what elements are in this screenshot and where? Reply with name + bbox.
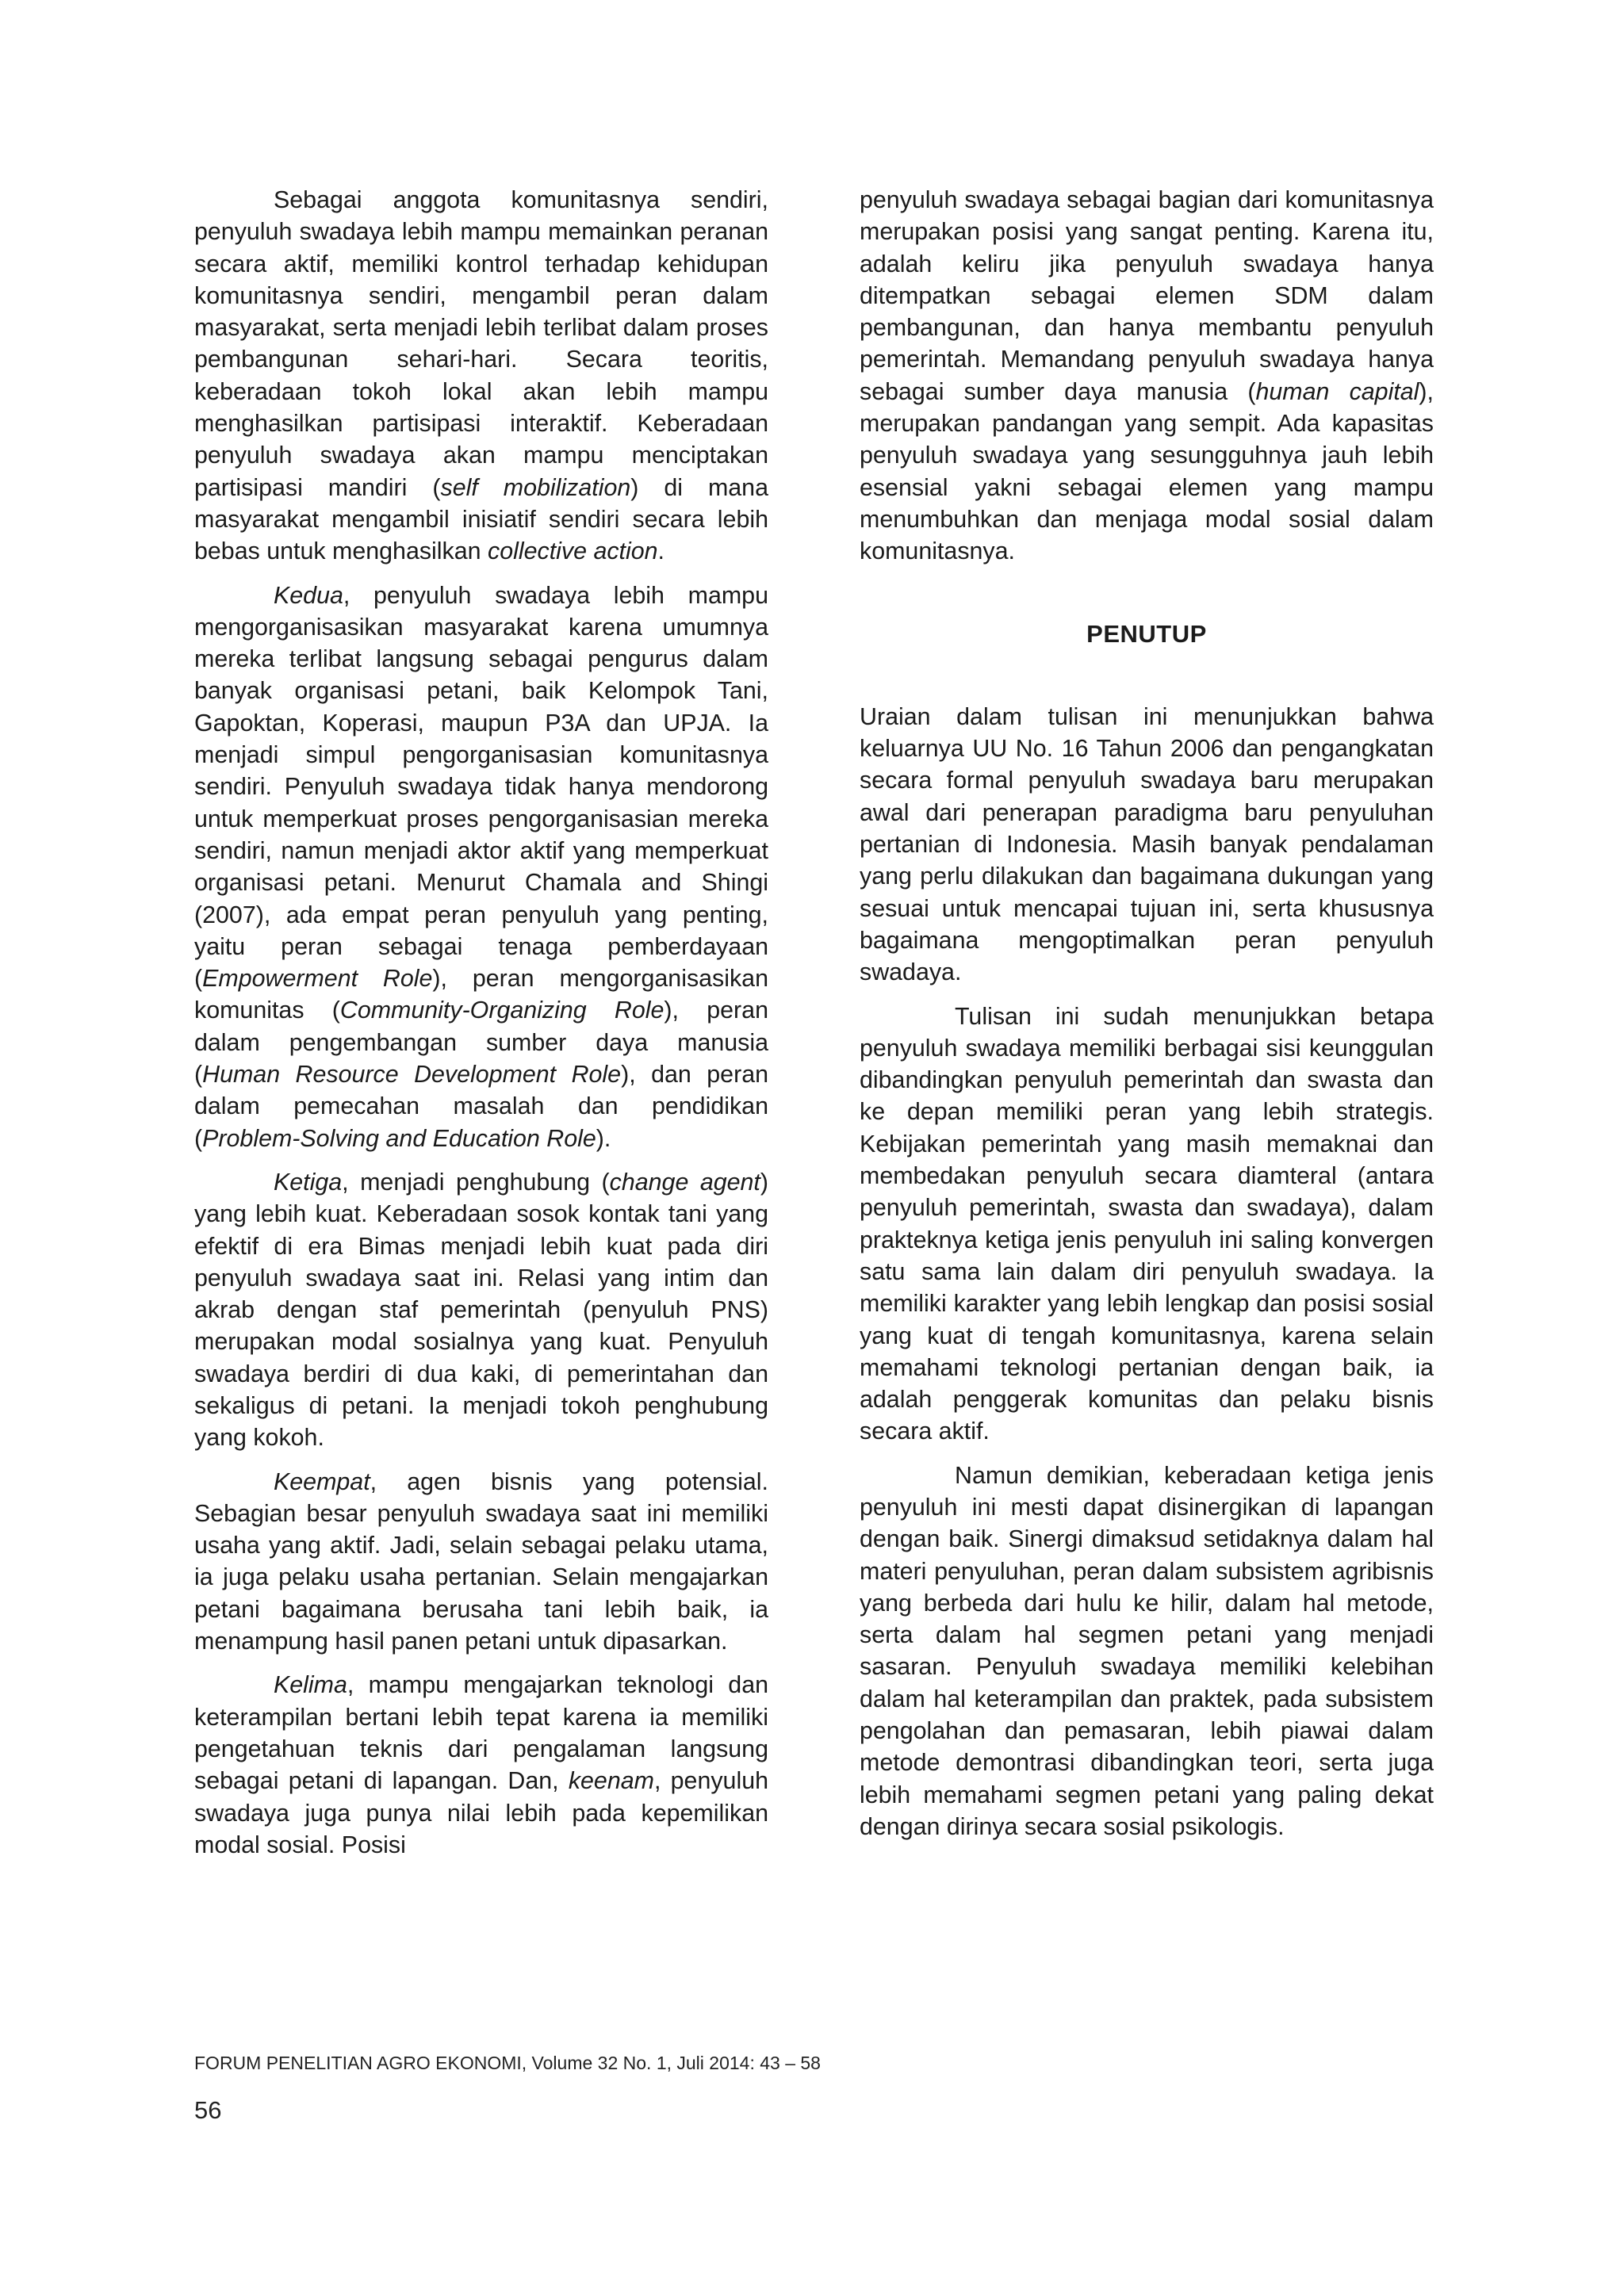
text-run: ). — [596, 1124, 611, 1152]
italic-term: change agent — [609, 1168, 760, 1196]
italic-term: Human Resource Development Role — [202, 1061, 622, 1089]
text-run: ), dan peran dalam pemecahan masalah dan pendidikan ( — [194, 1061, 768, 1152]
paragraph-community-member — [194, 184, 768, 568]
italic-term: Kedua — [274, 581, 343, 609]
left-column — [194, 184, 768, 1861]
text-run: , menjadi penghubung ( — [342, 1168, 610, 1196]
paragraph-penutup-2: Tulisan ini sudah menunjukkan betapa penyuluh swadaya memiliki berbagai sisi keunggulan dibandingkan penyuluh pemerintah dan swasta dan ke depan memiliki peran yang lebih strategis. Kebijakan pemerintah yang masih memaknai dan membedakan penyuluh secara diamteral (antara penyuluh pemerintah, swasta dan swadaya), dalam prakteknya ketiga jenis penyuluh ini saling konvergen satu sama lain dalam diri penyuluh swadaya. Ia memiliki karakter yang lebih lengkap dan posisi sosial yang kuat di tengah komunitasnya, karena selain memahami teknologi pertanian dengan baik, ia adalah penggerak komunitas dan pelaku bisnis secara aktif. — [860, 1002, 1434, 1445]
paragraph-continuation — [860, 184, 1434, 568]
text-run: ), peran mengorganisasikan komunitas ( — [194, 965, 768, 1024]
italic-term: collective action — [488, 538, 658, 565]
paragraph-ketiga — [194, 1166, 768, 1454]
section-heading-penutup: PENUTUP — [1086, 619, 1207, 648]
italic-term: Empowerment Role — [202, 965, 433, 993]
italic-term: keenam — [568, 1767, 654, 1795]
text-run: Sebagai anggota komunitasnya sendiri, penyuluh swadaya lebih mampu memainkan peranan secara aktif, memiliki kontrol terhadap kehidupan komunitasnya sendiri, mengambil peran dalam masyarakat, serta menjadi lebih terlibat dalam proses pembangunan sehari-hari. Secara teoritis, keberadaan tokoh lokal akan lebih mampu menghasilkan partisipasi interaktif. Keberadaan penyuluh swadaya akan mampu menciptakan partisipasi mandiri ( — [194, 186, 768, 501]
italic-term: human capital — [1255, 377, 1419, 405]
paragraph-keempat — [194, 1466, 768, 1658]
text-run: ), merupakan pandangan yang sempit. Ada kapasitas penyuluh swadaya yang sesungguhnya jauh lebih esensial yakni sebagai elemen yang mampu menumbuhkan dan menjaga modal sosial dalam komunitasnya. — [860, 377, 1434, 565]
page-number: 56 — [194, 2096, 222, 2124]
paragraph-penutup-3: Namun demikian, keberadaan ketiga jenis penyuluh ini mesti dapat disinergikan di lapangan dengan baik. Sinergi dimaksud setidaknya dalam hal materi penyuluhan, peran dalam subsistem agribisnis yang berbeda dari hulu ke hilir, dalam hal metode, serta dalam hal segmen petani yang menjadi sasaran. Penyuluh swadaya memiliki kelebihan dalam hal keterampilan dan praktek, pada subsistem pengolahan dan pemasaran, lebih piawai dalam metode demontrasi dibandingkan teori, serta juga lebih memahami segmen petani yang paling dekat dengan dirinya secara sosial psikologis. — [860, 1461, 1434, 1840]
text-run: ) di mana masyarakat mengambil inisiatif sendiri secara lebih bebas untuk menghasilkan — [194, 473, 768, 565]
paragraph-kelima — [194, 1669, 768, 1861]
paragraph-penutup-1: Uraian dalam tulisan ini menunjukkan bahwa keluarnya UU No. 16 Tahun 2006 dan pengangkatan secara formal penyuluh swadaya baru merupakan awal dari penerapan paradigma baru penyuluhan pertanian di Indonesia. Masih banyak pendalaman yang perlu dilakukan dan bagaimana dukungan yang sesuai untuk mencapai tujuan ini, serta khususnya bagaimana mengoptimalkan peran penyuluh swadaya. — [860, 702, 1434, 986]
italic-term: self mobilization — [440, 473, 631, 501]
text-run: , penyuluh swadaya lebih mampu mengorganisasikan masyarakat karena umumnya mereka terlibat langsung sebagai pengurus dalam banyak organisasi petani, baik Kelompok Tani, Gapoktan, Koperasi, maupun P3A dan UPJA. Ia menjadi simpul pengorganisasian komunitasnya sendiri. Penyuluh swadaya tidak hanya mendorong untuk memperkuat proses pengorganisasian mereka sendiri, namun menjadi aktor aktif yang memperkuat organisasi petani. Menurut Chamala and Shingi (2007), ada empat peran penyuluh yang penting, yaitu peran sebagai tenaga pemberdayaan ( — [194, 581, 768, 993]
text-run: ), peran dalam pengembangan sumber daya manusia ( — [194, 997, 768, 1089]
italic-term: Problem-Solving and Education Role — [202, 1124, 596, 1152]
italic-term: Community-Organizing Role — [339, 997, 665, 1024]
text-run: , penyuluh swadaya juga punya nilai lebih pada kepemilikan modal sosial. Posisi — [194, 1767, 768, 1858]
italic-term: Ketiga — [274, 1168, 343, 1196]
text-run: ) yang lebih kuat. Keberadaan sosok kontak tani yang efektif di era Bimas menjadi lebih kuat pada diri penyuluh swadaya saat ini. Relasi yang intim dan akrab dengan staf pemerintah (penyuluh PNS) merupakan modal sosialnya yang kuat. Penyuluh swadaya berdiri di dua kaki, di pemerintahan dan sekaligus di petani. Ia menjadi tokoh penghubung yang kokoh. — [194, 1168, 769, 1452]
text-run: , mampu mengajarkan teknologi dan keterampilan bertani lebih tepat karena ia memiliki pengetahuan teknis dari pengalaman langsung sebagai petani di lapangan. Dan, — [194, 1671, 768, 1795]
paragraph-kedua — [194, 580, 768, 1154]
text-run: , agen bisnis yang potensial. Sebagian besar penyuluh swadaya saat ini memiliki usaha yang aktif. Jadi, selain sebagai pelaku utama, ia juga pelaku usaha pertanian. Selain mengajarkan petani bagaimana berusaha tani lebih baik, ia menampung hasil panen petani untuk dipasarkan. — [194, 1468, 768, 1655]
text-run: penyuluh swadaya sebagai bagian dari komunitasnya merupakan posisi yang sangat penting. Karena itu, adalah keliru jika penyuluh swadaya hanya ditempatkan sebagai elemen SDM dalam pembangunan, dan hanya membantu penyuluh pemerintah. Memandang penyuluh swadaya hanya sebagai sumber daya manusia ( — [860, 186, 1434, 405]
right-column — [860, 184, 1434, 1843]
text-run: . — [657, 538, 665, 565]
journal-footer: FORUM PENELITIAN AGRO EKONOMI, Volume 32 No. 1, Juli 2014: 43 – 58 — [194, 2053, 821, 2073]
italic-term: Kelima — [274, 1671, 347, 1699]
italic-term: Keempat — [274, 1468, 370, 1495]
